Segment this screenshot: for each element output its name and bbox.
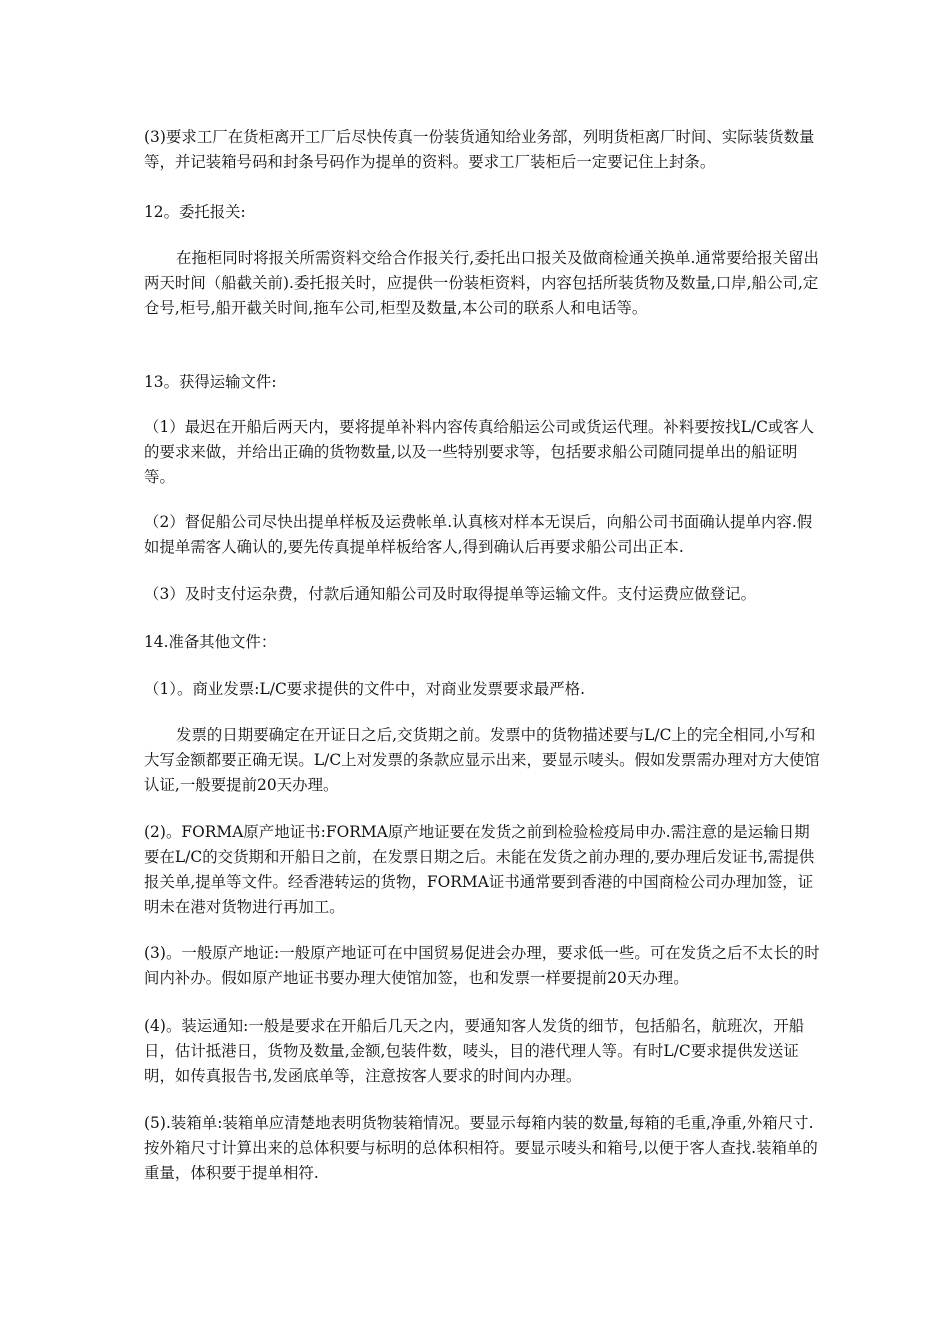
paragraph-bill-of-lading-sample: （2）督促船公司尽快出提单样板及运费帐单.认真核对样本无误后，向船公司书面确认提单内容.假如提单需客人确认的,要先传真提单样板给客人,得到确认后再要求船公司出正本.: [144, 513, 813, 556]
paragraph-shipping-notice: (4)。装运通知:一般是要求在开船后几天之内，要通知客人发货的细节，包括船名，航班次，开船日，估计抵港日，货物及数量,金额,包装件数，唛头，目的港代理人等。有时L/C要求提供发送证明，如传真报告书,发函底单等，注意按客人要求的时间内办理。: [144, 1017, 805, 1085]
paragraph-bill-of-lading-supplement: （1）最迟在开船后两天内，要将提单补料内容传真给船运公司或货运代理。补料要按找L/C或客人的要求来做，并给出正确的货物数量,以及一些特别要求等，包括要求船公司随同提单出的船证明等。: [144, 418, 815, 486]
section-heading-12: 12。委托报关:: [144, 203, 246, 221]
section-heading-14: 14.准备其他文件：: [144, 633, 277, 651]
paragraph-general-certificate: (3)。一般原产地证:一般原产地证可在中国贸易促进会办理，要求低一些。可在发货之后不太长的时间内补办。假如原产地证书要办理大使馆加签，也和发票一样要提前20天办理。: [144, 944, 820, 987]
paragraph-invoice-details: 发票的日期要确定在开证日之后,交货期之前。发票中的货物描述要与L/C上的完全相同,小写和大写金额都要正确无误。L/C上对发票的条款应显示出来，要显示唛头。假如发票需办理对方大使馆认证,一般要提前20天办理。: [144, 726, 820, 794]
paragraph-packing-list: (5).装箱单:装箱单应清楚地表明货物装箱情况。要显示每箱内装的数量,每箱的毛重,净重,外箱尺寸.按外箱尺寸计算出来的总体积要与标明的总体积相符。要显示唛头和箱号,以便于客人查找.装箱单的重量，体积要于提单相符.: [144, 1114, 818, 1182]
section-heading-13: 13。获得运输文件:: [144, 373, 277, 391]
paragraph-freight-payment: （3）及时支付运杂费，付款后通知船公司及时取得提单等运输文件。支付运费应做登记。: [144, 585, 757, 603]
paragraph-forma-certificate: (2)。FORMA原产地证书:FORMA原产地证要在发货之前到检验检疫局申办.需注意的是运输日期要在L/C的交货期和开船日之前，在发票日期之后。未能在发货之前办理的,要办理后发证书,需提供报关单,提单等文件。经香港转运的货物，FORMA证书通常要到香港的中国商检公司办理加签，证明未在港对货物进行再加工。: [144, 823, 815, 916]
paragraph-customs-declaration: 在拖柜同时将报关所需资料交给合作报关行,委托出口报关及做商检通关换单.通常要给报关留出两天时间（船截关前).委托报关时，应提供一份装柜资料，内容包括所装货物及数量,口岸,船公司,定仓号,柜号,船开截关时间,拖车公司,柜型及数量,本公司的联系人和电话等。: [144, 249, 819, 317]
paragraph-factory-shipping-notice: (3)要求工厂在货柜离开工厂后尽快传真一份装货通知给业务部，列明货柜离厂时间、实际装货数量等，并记装箱号码和封条号码作为提单的资料。要求工厂装柜后一定要记住上封条。: [144, 128, 815, 171]
paragraph-commercial-invoice: （1）。商业发票:L/C要求提供的文件中，对商业发票要求最严格.: [144, 680, 586, 698]
